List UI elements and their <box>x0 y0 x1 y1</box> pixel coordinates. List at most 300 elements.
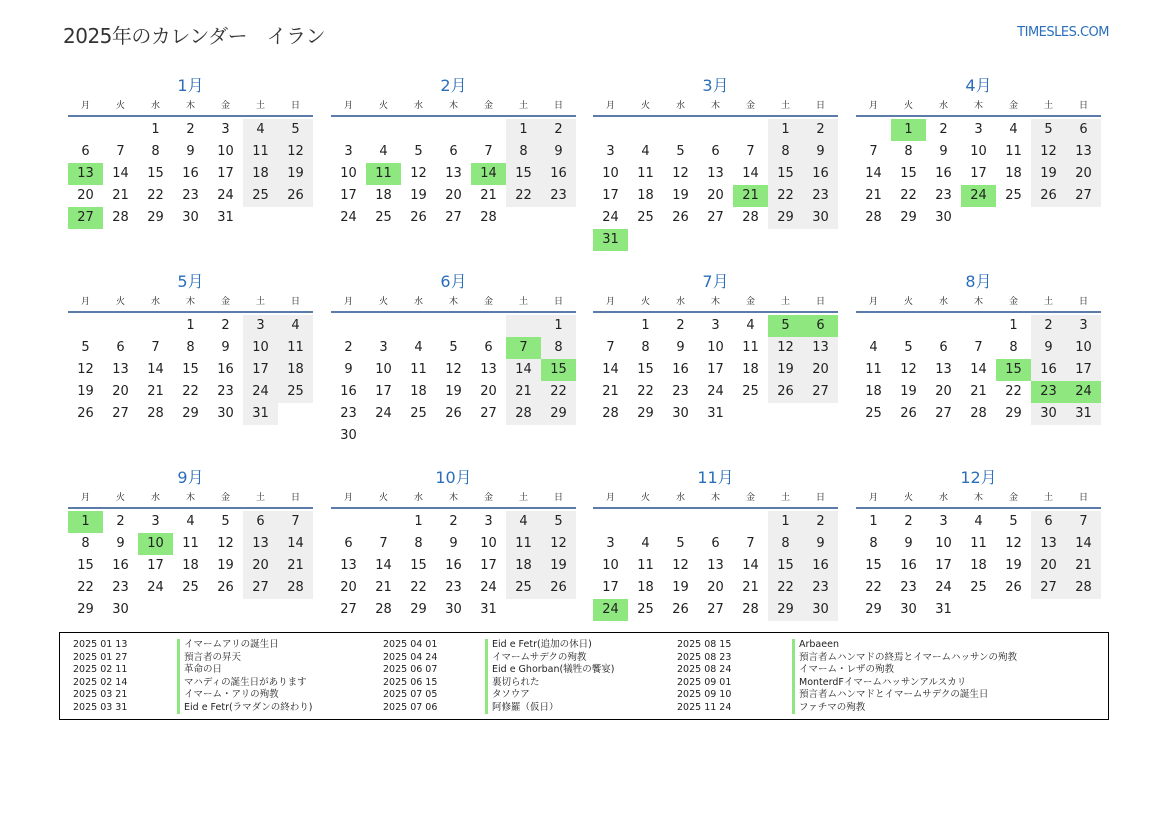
day-cell: 2 <box>186 122 195 137</box>
day-cell: 31 <box>935 602 952 617</box>
weekday-label: 月 <box>80 297 90 307</box>
holiday-row <box>73 664 313 677</box>
day-cell: 6 <box>939 340 948 355</box>
day-cell: 10 <box>217 144 234 159</box>
day-cell: 26 <box>672 210 689 225</box>
day-grid <box>593 315 838 425</box>
day-grid <box>68 119 313 229</box>
holiday-day-cell: 15 <box>996 359 1031 381</box>
day-cell: 31 <box>480 602 497 617</box>
weekday-label: 水 <box>413 297 423 307</box>
month-name: 3月 <box>702 76 729 95</box>
weekday-header <box>331 98 576 117</box>
day-cell: 22 <box>637 384 654 399</box>
day-cell: 10 <box>375 362 392 377</box>
weekday-label: 水 <box>413 101 423 111</box>
weekday-label: 日 <box>1078 493 1088 503</box>
weekday-label: 木 <box>185 493 195 503</box>
day-cell: 22 <box>1005 384 1022 399</box>
holiday-row <box>383 689 614 702</box>
weekday-header <box>593 490 838 509</box>
day-cell: 5 <box>1031 119 1066 141</box>
day-cell: 15 <box>637 362 654 377</box>
day-cell: 28 <box>480 210 497 225</box>
day-cell: 7 <box>379 536 388 551</box>
day-grid <box>68 315 313 425</box>
day-cell: 30 <box>445 602 462 617</box>
weekday-label: 月 <box>343 297 353 307</box>
holiday-row <box>677 664 1017 677</box>
holiday-date: 2025 08 15 <box>677 639 732 650</box>
day-cell: 20 <box>77 188 94 203</box>
day-cell: 4 <box>974 514 983 529</box>
day-cell: 21 <box>602 384 619 399</box>
holiday-name: イマームサデクの殉教 <box>485 652 586 665</box>
day-cell: 16 <box>541 163 576 185</box>
day-cell: 18 <box>375 188 392 203</box>
weekday-label: 木 <box>710 493 720 503</box>
weekday-label: 日 <box>815 101 825 111</box>
holiday-name: Eid e Fetr(追加の休日) <box>485 639 592 652</box>
weekday-label: 水 <box>150 493 160 503</box>
weekday-label: 木 <box>973 297 983 307</box>
day-cell: 24 <box>147 580 164 595</box>
day-cell: 25 <box>243 185 278 207</box>
day-cell: 15 <box>768 555 803 577</box>
holiday-date: 2025 08 24 <box>677 664 732 675</box>
day-cell: 15 <box>865 558 882 573</box>
month-block <box>593 466 838 621</box>
holiday-date: 2025 03 31 <box>73 701 128 713</box>
day-cell: 17 <box>217 166 234 181</box>
day-cell: 25 <box>410 406 427 421</box>
holiday-row <box>383 639 614 652</box>
month-block <box>593 270 838 425</box>
holiday-column <box>73 639 313 714</box>
day-cell: 23 <box>182 188 199 203</box>
day-cell: 21 <box>970 384 987 399</box>
holiday-date: 2025 08 23 <box>677 651 732 663</box>
holiday-name: マハディの誕生日があります <box>177 677 307 690</box>
day-cell: 29 <box>182 406 199 421</box>
day-cell: 13 <box>707 166 724 181</box>
day-cell: 25 <box>278 381 313 403</box>
weekday-label: 土 <box>518 297 528 307</box>
day-cell: 28 <box>147 406 164 421</box>
day-cell: 20 <box>340 580 357 595</box>
day-cell: 22 <box>768 577 803 599</box>
holiday-date: 2025 02 11 <box>73 664 128 675</box>
weekday-label: 火 <box>378 101 388 111</box>
holiday-row <box>73 652 313 665</box>
day-cell: 15 <box>182 362 199 377</box>
day-cell: 7 <box>606 340 615 355</box>
day-cell: 2 <box>344 340 353 355</box>
day-cell: 22 <box>541 381 576 403</box>
day-cell: 21 <box>742 580 759 595</box>
weekday-label: 木 <box>973 493 983 503</box>
holiday-name: 預言者ムハンマドの終焉とイマームハッサンの殉教 <box>792 652 1017 665</box>
weekday-label: 火 <box>115 493 125 503</box>
day-cell: 13 <box>112 362 129 377</box>
weekday-label: 月 <box>868 101 878 111</box>
day-grid <box>593 119 838 251</box>
month-block <box>68 74 313 229</box>
day-cell: 28 <box>865 210 882 225</box>
day-cell: 19 <box>1005 558 1022 573</box>
day-cell: 22 <box>77 580 94 595</box>
day-cell: 30 <box>112 602 129 617</box>
day-cell: 9 <box>939 144 948 159</box>
holiday-row <box>677 702 1017 715</box>
holiday-row <box>73 702 313 715</box>
weekday-label: 金 <box>745 297 755 307</box>
month-name: 10月 <box>435 468 472 487</box>
day-cell: 4 <box>869 340 878 355</box>
day-cell: 14 <box>1066 533 1101 555</box>
day-cell: 27 <box>243 577 278 599</box>
day-cell: 30 <box>217 406 234 421</box>
weekday-label: 水 <box>675 297 685 307</box>
weekday-label: 木 <box>185 297 195 307</box>
day-cell: 3 <box>606 536 615 551</box>
holiday-name: イマームアリの誕生日 <box>177 639 279 652</box>
day-cell: 4 <box>243 119 278 141</box>
day-cell: 31 <box>217 210 234 225</box>
holiday-row <box>677 639 1017 652</box>
weekday-label: 月 <box>605 493 615 503</box>
day-cell: 17 <box>935 558 952 573</box>
day-cell: 14 <box>278 533 313 555</box>
holiday-date: 2025 06 07 <box>383 664 438 675</box>
day-cell: 14 <box>742 166 759 181</box>
empty-day-cell <box>436 119 471 141</box>
day-cell: 26 <box>217 580 234 595</box>
day-cell: 6 <box>484 340 493 355</box>
day-cell: 9 <box>803 533 838 555</box>
day-cell: 14 <box>865 166 882 181</box>
month-name: 4月 <box>965 76 992 95</box>
weekday-label: 月 <box>868 297 878 307</box>
day-cell: 18 <box>410 384 427 399</box>
day-cell: 28 <box>602 406 619 421</box>
holiday-date: 2025 01 27 <box>73 651 128 663</box>
weekday-label: 火 <box>640 493 650 503</box>
day-cell: 16 <box>803 163 838 185</box>
empty-day-cell <box>471 315 506 337</box>
holiday-day-cell: 5 <box>768 315 803 337</box>
day-cell: 28 <box>742 602 759 617</box>
weekday-label: 土 <box>255 101 265 111</box>
holiday-name: 預言者の昇天 <box>177 652 241 665</box>
day-cell: 30 <box>803 599 838 621</box>
weekday-label: 火 <box>115 297 125 307</box>
day-cell: 15 <box>77 558 94 573</box>
day-cell: 12 <box>1031 141 1066 163</box>
holiday-date: 2025 09 10 <box>677 689 732 700</box>
day-cell: 25 <box>506 577 541 599</box>
day-cell: 17 <box>340 188 357 203</box>
day-cell: 10 <box>935 536 952 551</box>
day-cell: 8 <box>186 340 195 355</box>
day-cell: 7 <box>151 340 160 355</box>
day-cell: 10 <box>602 558 619 573</box>
day-cell: 1 <box>541 315 576 337</box>
day-cell: 27 <box>707 602 724 617</box>
holiday-list <box>59 632 1109 720</box>
day-cell: 9 <box>449 536 458 551</box>
day-grid <box>68 511 313 621</box>
empty-day-cell <box>663 511 698 533</box>
weekday-label: 水 <box>150 297 160 307</box>
day-cell: 6 <box>1031 511 1066 533</box>
day-cell: 8 <box>151 144 160 159</box>
empty-day-cell <box>961 315 996 337</box>
day-cell: 3 <box>606 144 615 159</box>
day-cell: 10 <box>602 166 619 181</box>
day-cell: 10 <box>340 166 357 181</box>
day-cell: 13 <box>340 558 357 573</box>
holiday-column <box>383 639 614 714</box>
weekday-label: 日 <box>815 297 825 307</box>
day-cell: 25 <box>865 406 882 421</box>
day-cell: 4 <box>746 318 755 333</box>
weekday-label: 火 <box>378 297 388 307</box>
day-cell: 14 <box>506 359 541 381</box>
weekday-label: 日 <box>1078 297 1088 307</box>
day-cell: 11 <box>742 340 759 355</box>
weekday-label: 金 <box>745 101 755 111</box>
weekday-label: 日 <box>290 297 300 307</box>
day-cell: 2 <box>803 511 838 533</box>
holiday-day-cell: 6 <box>803 315 838 337</box>
holiday-day-cell: 11 <box>366 163 401 185</box>
day-grid <box>593 511 838 621</box>
day-cell: 11 <box>182 536 199 551</box>
day-cell: 7 <box>746 144 755 159</box>
day-cell: 3 <box>974 122 983 137</box>
day-cell: 23 <box>445 580 462 595</box>
holiday-day-cell: 27 <box>68 207 103 229</box>
day-cell: 1 <box>768 511 803 533</box>
weekday-label: 火 <box>378 493 388 503</box>
day-cell: 6 <box>1066 119 1101 141</box>
day-cell: 6 <box>711 536 720 551</box>
day-cell: 23 <box>672 384 689 399</box>
day-cell: 15 <box>768 163 803 185</box>
day-cell: 16 <box>445 558 462 573</box>
day-cell: 21 <box>1066 555 1101 577</box>
weekday-label: 水 <box>938 101 948 111</box>
day-cell: 24 <box>602 210 619 225</box>
day-cell: 30 <box>900 602 917 617</box>
day-cell: 25 <box>1005 188 1022 203</box>
holiday-day-cell: 31 <box>593 229 628 251</box>
holiday-name: Arbaeen <box>792 639 839 652</box>
weekday-label: 火 <box>115 101 125 111</box>
day-cell: 19 <box>217 558 234 573</box>
day-cell: 18 <box>637 580 654 595</box>
day-cell: 3 <box>151 514 160 529</box>
weekday-header <box>593 294 838 313</box>
day-cell: 13 <box>445 166 462 181</box>
day-cell: 9 <box>344 362 353 377</box>
day-cell: 22 <box>410 580 427 595</box>
day-cell: 11 <box>243 141 278 163</box>
weekday-label: 月 <box>80 493 90 503</box>
weekday-label: 日 <box>553 297 563 307</box>
day-cell: 12 <box>77 362 94 377</box>
day-cell: 17 <box>707 362 724 377</box>
day-cell: 13 <box>803 337 838 359</box>
day-cell: 23 <box>935 188 952 203</box>
weekday-label: 月 <box>605 297 615 307</box>
holiday-row <box>383 664 614 677</box>
day-cell: 7 <box>746 536 755 551</box>
weekday-label: 金 <box>483 101 493 111</box>
day-cell: 30 <box>935 210 952 225</box>
day-cell: 12 <box>768 337 803 359</box>
holiday-date: 2025 07 05 <box>383 689 438 700</box>
day-cell: 20 <box>112 384 129 399</box>
day-cell: 3 <box>711 318 720 333</box>
day-cell: 7 <box>869 144 878 159</box>
day-cell: 21 <box>147 384 164 399</box>
day-cell: 3 <box>344 144 353 159</box>
day-cell: 16 <box>935 166 952 181</box>
holiday-date: 2025 02 14 <box>73 676 128 688</box>
day-cell: 1 <box>506 119 541 141</box>
day-cell: 5 <box>81 340 90 355</box>
day-cell: 2 <box>1031 315 1066 337</box>
empty-day-cell <box>331 315 366 337</box>
weekday-label: 水 <box>675 101 685 111</box>
day-cell: 25 <box>637 602 654 617</box>
day-cell: 23 <box>340 406 357 421</box>
day-cell: 5 <box>676 144 685 159</box>
holiday-day-cell: 24 <box>961 185 996 207</box>
weekday-header <box>68 294 313 313</box>
day-cell: 28 <box>278 577 313 599</box>
day-cell: 2 <box>541 119 576 141</box>
day-cell: 19 <box>445 384 462 399</box>
empty-day-cell <box>68 315 103 337</box>
day-cell: 20 <box>1031 555 1066 577</box>
day-cell: 24 <box>480 580 497 595</box>
day-cell: 9 <box>541 141 576 163</box>
day-cell: 27 <box>935 406 952 421</box>
day-cell: 13 <box>1066 141 1101 163</box>
day-cell: 20 <box>1066 163 1101 185</box>
day-cell: 1 <box>151 122 160 137</box>
day-cell: 10 <box>707 340 724 355</box>
holiday-name: タソウア <box>485 689 530 702</box>
day-cell: 27 <box>480 406 497 421</box>
day-cell: 14 <box>742 558 759 573</box>
day-cell: 8 <box>869 536 878 551</box>
weekday-header <box>856 98 1101 117</box>
weekday-label: 火 <box>640 297 650 307</box>
month-block <box>68 466 313 621</box>
holiday-day-cell: 7 <box>506 337 541 359</box>
weekday-label: 水 <box>413 493 423 503</box>
day-cell: 20 <box>803 359 838 381</box>
empty-day-cell <box>628 119 663 141</box>
day-cell: 2 <box>803 119 838 141</box>
day-cell: 3 <box>243 315 278 337</box>
month-block <box>593 74 838 251</box>
day-cell: 17 <box>243 359 278 381</box>
holiday-row <box>677 689 1017 702</box>
day-cell: 29 <box>900 210 917 225</box>
empty-day-cell <box>401 315 436 337</box>
day-cell: 22 <box>865 580 882 595</box>
weekday-label: 土 <box>518 493 528 503</box>
holiday-date: 2025 09 01 <box>677 676 732 688</box>
day-cell: 9 <box>1031 337 1066 359</box>
day-cell: 3 <box>1066 315 1101 337</box>
day-cell: 26 <box>672 602 689 617</box>
day-cell: 18 <box>742 362 759 377</box>
day-cell: 9 <box>676 340 685 355</box>
empty-day-cell <box>366 119 401 141</box>
day-cell: 31 <box>707 406 724 421</box>
day-cell: 10 <box>243 337 278 359</box>
day-cell: 8 <box>1009 340 1018 355</box>
day-cell: 14 <box>602 362 619 377</box>
weekday-label: 土 <box>780 493 790 503</box>
day-cell: 31 <box>243 403 278 425</box>
day-cell: 5 <box>414 144 423 159</box>
empty-day-cell <box>506 315 541 337</box>
weekday-label: 水 <box>150 101 160 111</box>
holiday-day-cell: 24 <box>593 599 628 621</box>
holiday-day-cell: 23 <box>1031 381 1066 403</box>
day-cell: 11 <box>970 536 987 551</box>
day-cell: 30 <box>182 210 199 225</box>
weekday-label: 金 <box>745 493 755 503</box>
month-name: 5月 <box>177 272 204 291</box>
day-cell: 16 <box>217 362 234 377</box>
day-cell: 17 <box>375 384 392 399</box>
day-cell: 6 <box>449 144 458 159</box>
day-cell: 21 <box>480 188 497 203</box>
day-cell: 4 <box>414 340 423 355</box>
day-cell: 2 <box>939 122 948 137</box>
holiday-name: 革命の日 <box>177 664 222 677</box>
holiday-name: 裏切られた <box>485 677 540 690</box>
day-cell: 8 <box>904 144 913 159</box>
day-grid <box>856 315 1101 425</box>
day-grid <box>856 511 1101 621</box>
day-cell: 22 <box>182 384 199 399</box>
holiday-date: 2025 04 24 <box>383 651 438 663</box>
day-cell: 19 <box>278 163 313 185</box>
day-cell: 9 <box>803 141 838 163</box>
site-link[interactable]: TIMESLES.COM <box>1017 25 1109 40</box>
day-cell: 19 <box>900 384 917 399</box>
weekday-header <box>593 98 838 117</box>
holiday-name: Eid e Fetr(ラマダンの終わり) <box>177 702 313 715</box>
empty-day-cell <box>663 119 698 141</box>
day-cell: 23 <box>217 384 234 399</box>
weekday-label: 月 <box>80 101 90 111</box>
month-block <box>331 74 576 229</box>
month-name: 1月 <box>177 76 204 95</box>
weekday-label: 金 <box>483 493 493 503</box>
holiday-date: 2025 07 06 <box>383 701 438 713</box>
day-cell: 20 <box>707 188 724 203</box>
